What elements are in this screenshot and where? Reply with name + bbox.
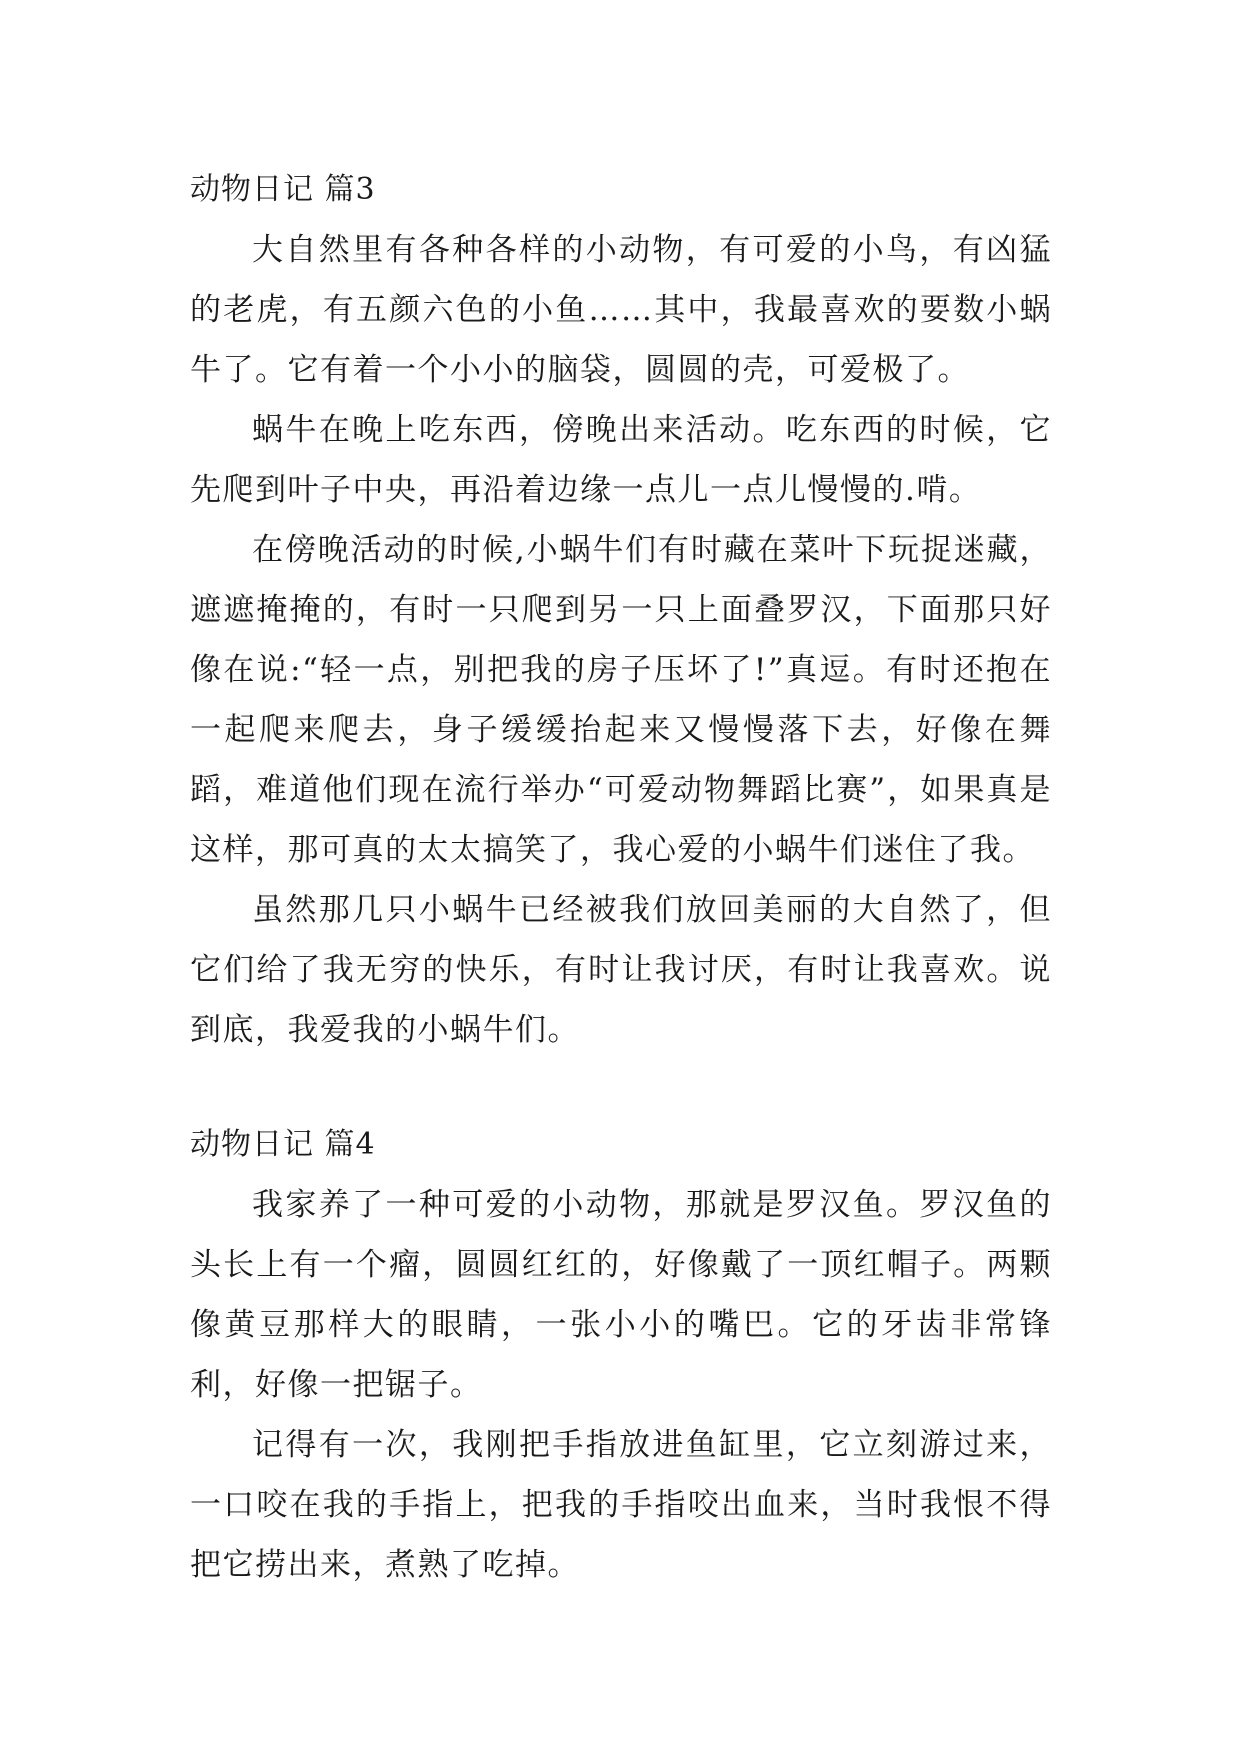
document-body — [190, 160, 1052, 1595]
section-3 — [190, 160, 1052, 1060]
paragraph: 我家养了一种可爱的小动物，那就是罗汉鱼。罗汉鱼的头长上有一个瘤，圆圆红红的，好像戴了一顶红帽子。两颗像黄豆那样大的眼睛，一张小小的嘴巴。它的牙齿非常锋利，好像一把锯子。 — [190, 1187, 1052, 1403]
paragraph: 记得有一次，我刚把手指放进鱼缸里，它立刻游过来，一口咬在我的手指上，把我的手指咬出血来，当时我恨不得把它捞出来，煮熟了吃掉。 — [190, 1427, 1052, 1583]
paragraph: 虽然那几只小蜗牛已经被我们放回美丽的大自然了，但它们给了我无穷的快乐，有时让我讨厌，有时让我喜欢。说到底，我爱我的小蜗牛们。 — [190, 892, 1052, 1048]
section-4 — [190, 1115, 1052, 1595]
paragraph: 在傍晚活动的时候,小蜗牛们有时藏在菜叶下玩捉迷藏，遮遮掩掩的，有时一只爬到另一只上面叠罗汉，下面那只好像在说:“轻一点，别把我的房子压坏了!”真逗。有时还抱在一起爬来爬去，身子缓缓抬起来又慢慢落下去，好像在舞蹈，难道他们现在流行举办“可爱动物舞蹈比赛”，如果真是这样，那可真的太太搞笑了，我心爱的小蜗牛们迷住了我。 — [190, 532, 1052, 868]
paragraph: 蜗牛在晚上吃东西，傍晚出来活动。吃东西的时候，它先爬到叶子中央，再沿着边缘一点儿一点儿慢慢的.啃。 — [190, 412, 1052, 508]
section-title: 动物日记 篇3 — [190, 172, 376, 207]
section-title: 动物日记 篇4 — [190, 1127, 376, 1162]
paragraph: 大自然里有各种各样的小动物，有可爱的小鸟，有凶猛的老虎，有五颜六色的小鱼……其中，我最喜欢的要数小蜗牛了。它有着一个小小的脑袋，圆圆的壳，可爱极了。 — [190, 232, 1052, 388]
